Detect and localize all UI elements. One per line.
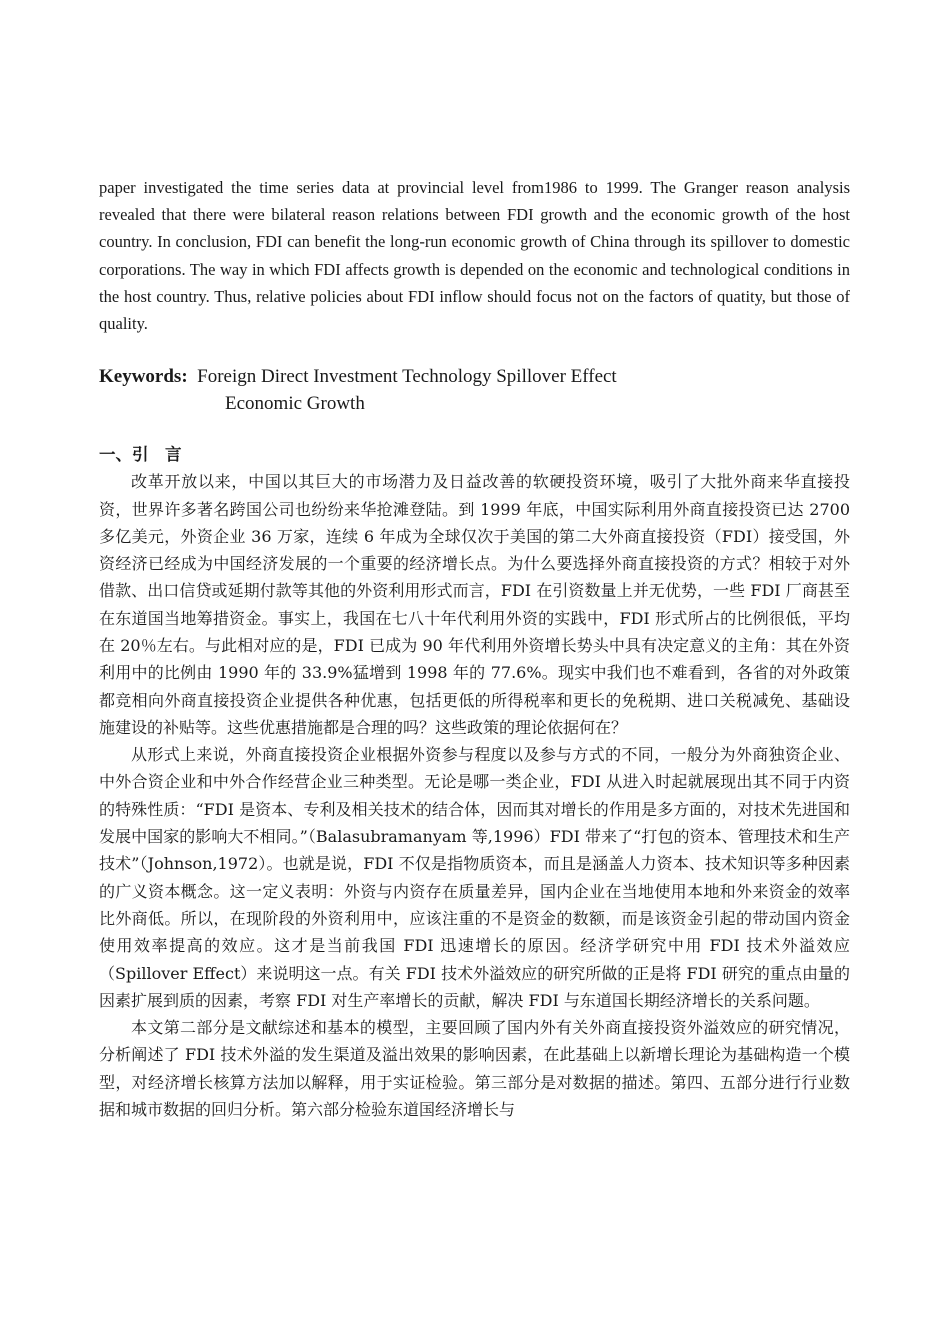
body-paragraph-1: 改革开放以来，中国以其巨大的市场潜力及日益改善的软硬投资环境，吸引了大批外商来华直接投资，世界许多著名跨国公司也纷纷来华抢滩登陆。到 1999 年底，中国实际利用外商直接投资已达 2700 多亿美元，外资企业 36 万家，连续 6 年成为全球仅次于美国的第二大外商直接投资（FDI）接受国，外资经济已经成为中国经济发展的一个重要的经济增长点。为什么要选择外商直接投资的方式？相较于对外借款、出口信贷或延期付款等其他的外资利用形式而言，FDI 在引资数量上并无优势，一些 FDI 厂商甚至在东道国当地筹措资金。事实上，我国在七八十年代利用外资的实践中，FDI 形式所占的比例很低，平均在 20％左右。与此相对应的是，FDI 已成为 90 年代利用外资增长势头中具有决定意义的主角：其在外资利用中的比例由 1990 年的 33.9%猛增到 1998 年的 77.6%。现实中我们也不难看到，各省的对外政策都竞相向外商直接投资企业提供各种优惠，包括更低的所得税率和更长的免税期、进口关税减免、基础设施建设的补贴等。这些优惠措施都是合理的吗？这些政策的理论依据何在？ — [99, 472, 850, 737]
keywords-block — [99, 363, 850, 417]
section-heading: 一、引 言 — [99, 445, 182, 465]
keywords-label: Keywords: — [99, 366, 188, 388]
keywords-terms-2: Economic Growth — [225, 393, 365, 415]
document-page — [99, 174, 850, 1123]
body-paragraph-2: 从形式上来说，外商直接投资企业根据外资参与程度以及参与方式的不同，一般分为外商独资企业、中外合资企业和中外合作经营企业三种类型。无论是哪一类企业，FDI 从进入时起就展现出其不同于内资的特殊性质：“FDI 是资本、专利及相关技术的结合体，因而其对增长的作用是多方面的，对技术先进国和发展中国家的影响大不相同。”（Balasubramanyam 等,1996）FDI 带来了“打包的资本、管理技术和生产技术”（Johnson,1972）。也就是说，FDI 不仅是指物质资本，而且是涵盖人力资本、技术知识等多种因素的广义资本概念。这一定义表明：外资与内资存在质量差异，国内企业在当地使用本地和外来资金的效率比外商低。所以，在现阶段的外资利用中，应该注重的不是资金的数额，而是该资金引起的带动国内资金使用效率提高的效应。这才是当前我国 FDI 迅速增长的原因。经济学研究中用 FDI 技术外溢效应（Spillover Effect）来说明这一点。有关 FDI 技术外溢效应的研究所做的正是将 FDI 研究的重点由量的因素扩展到质的因素，考察 FDI 对生产率增长的贡献，解决 FDI 与东道国长期经济增长的关系问题。 — [99, 745, 850, 1010]
abstract-paragraph: paper investigated the time series data at provincial level from1986 to 1999. The Granger reason analysis revealed that there were bilateral reason relations between FDI growth and the economic growth of the host country. In conclusion, FDI can benefit the long-run economic growth of China through its spillover to domestic corporations. The way in which FDI affects growth is depended on the economic and technological conditions in the host country. Thus, relative policies about FDI inflow should focus not on the factors of quatity, but those of quality. — [99, 178, 850, 334]
keywords-line-1 — [99, 363, 850, 390]
body-paragraph-3: 本文第二部分是文献综述和基本的模型，主要回顾了国内外有关外商直接投资外溢效应的研究情况，分析阐述了 FDI 技术外溢的发生渠道及溢出效果的影响因素，在此基础上以新增长理论为基础构造一个模型，对经济增长核算方法加以解释，用于实证检验。第三部分是对数据的描述。第四、五部分进行行业数据和城市数据的回归分析。第六部分检验东道国经济增长与 — [99, 1018, 850, 1120]
keywords-terms-1: Foreign Direct Investment Technology Spillover Effect — [197, 366, 617, 388]
